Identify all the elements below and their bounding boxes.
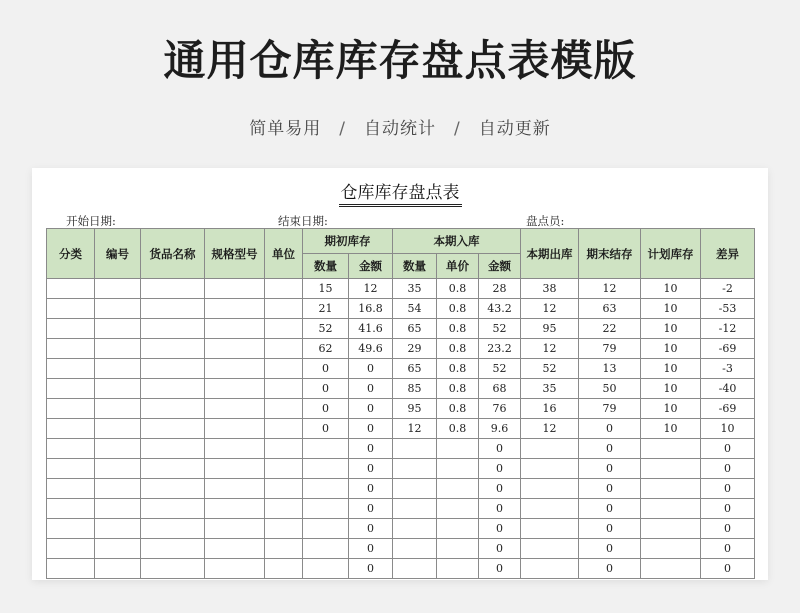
cell-closing[interactable]: 13: [579, 359, 641, 379]
cell-inbound-qty[interactable]: 85: [393, 379, 437, 399]
cell-closing[interactable]: 0: [579, 499, 641, 519]
col-inbound: 本期入库: [393, 229, 521, 254]
cell-outbound[interactable]: 12: [521, 299, 579, 319]
cell-category[interactable]: [47, 399, 95, 419]
inventory-table: [46, 228, 755, 579]
cell-code[interactable]: [95, 499, 141, 519]
table-row: [47, 279, 755, 299]
cell-opening-qty[interactable]: [303, 439, 349, 459]
cell-opening-amount[interactable]: 0: [349, 459, 393, 479]
cell-planned[interactable]: [641, 459, 701, 479]
cell-name[interactable]: [141, 379, 205, 399]
cell-code[interactable]: [95, 379, 141, 399]
cell-opening-amount[interactable]: 0: [349, 499, 393, 519]
cell-closing[interactable]: 50: [579, 379, 641, 399]
cell-closing[interactable]: 0: [579, 419, 641, 439]
cell-closing[interactable]: 63: [579, 299, 641, 319]
cell-inbound-amount[interactable]: 0: [479, 539, 521, 559]
cell-outbound[interactable]: 52: [521, 359, 579, 379]
cell-planned[interactable]: 10: [641, 399, 701, 419]
cell-inbound-qty[interactable]: 12: [393, 419, 437, 439]
cell-opening-qty[interactable]: 0: [303, 379, 349, 399]
feature-tagline: [0, 114, 800, 139]
cell-closing[interactable]: 79: [579, 399, 641, 419]
cell-spec[interactable]: [205, 299, 265, 319]
cell-inbound-price[interactable]: 0.8: [437, 279, 479, 299]
cell-inbound-amount[interactable]: 68: [479, 379, 521, 399]
table-row: [47, 399, 755, 419]
table-row: [47, 479, 755, 499]
cell-opening-qty[interactable]: 0: [303, 359, 349, 379]
cell-inbound-amount[interactable]: 0: [479, 459, 521, 479]
cell-spec[interactable]: [205, 319, 265, 339]
cell-unit[interactable]: [265, 539, 303, 559]
cell-opening-amount[interactable]: 0: [349, 559, 393, 579]
cell-spec[interactable]: [205, 519, 265, 539]
cell-unit[interactable]: [265, 359, 303, 379]
cell-inbound-amount[interactable]: 52: [479, 359, 521, 379]
cell-closing[interactable]: 0: [579, 439, 641, 459]
table-row: [47, 439, 755, 459]
cell-opening-amount[interactable]: 12: [349, 279, 393, 299]
cell-planned[interactable]: 10: [641, 319, 701, 339]
cell-inbound-qty[interactable]: [393, 539, 437, 559]
cell-closing[interactable]: 0: [579, 559, 641, 579]
cell-unit[interactable]: [265, 419, 303, 439]
cell-opening-qty[interactable]: 0: [303, 419, 349, 439]
table-row: [47, 419, 755, 439]
table-row: [47, 539, 755, 559]
feature-easy: 简单易用: [249, 119, 322, 139]
cell-inbound-price[interactable]: [437, 559, 479, 579]
cell-opening-qty[interactable]: 52: [303, 319, 349, 339]
cell-name[interactable]: [141, 559, 205, 579]
cell-inbound-amount[interactable]: 23.2: [479, 339, 521, 359]
cell-name[interactable]: [141, 299, 205, 319]
cell-opening-amount[interactable]: 41.6: [349, 319, 393, 339]
cell-unit[interactable]: [265, 319, 303, 339]
cell-opening-qty[interactable]: 15: [303, 279, 349, 299]
cell-opening-amount[interactable]: 0: [349, 439, 393, 459]
table-row: [47, 519, 755, 539]
cell-outbound[interactable]: [521, 519, 579, 539]
cell-outbound[interactable]: 12: [521, 339, 579, 359]
col-opening-qty: 数量: [303, 254, 349, 279]
col-code: 编号: [95, 229, 141, 279]
cell-unit[interactable]: [265, 439, 303, 459]
cell-diff[interactable]: 0: [701, 439, 755, 459]
spreadsheet-preview: [32, 168, 768, 580]
cell-category[interactable]: [47, 419, 95, 439]
cell-category[interactable]: [47, 379, 95, 399]
cell-inbound-price[interactable]: [437, 459, 479, 479]
cell-opening-amount[interactable]: 0: [349, 419, 393, 439]
cell-opening-amount[interactable]: 0: [349, 359, 393, 379]
cell-inbound-qty[interactable]: 95: [393, 399, 437, 419]
cell-inbound-price[interactable]: [437, 539, 479, 559]
cell-code[interactable]: [95, 419, 141, 439]
cell-code[interactable]: [95, 299, 141, 319]
cell-unit[interactable]: [265, 479, 303, 499]
cell-diff[interactable]: -40: [701, 379, 755, 399]
page-title: 通用仓库库存盘点表模版: [163, 36, 637, 85]
cell-category[interactable]: [47, 539, 95, 559]
cell-inbound-price[interactable]: [437, 439, 479, 459]
cell-planned[interactable]: [641, 499, 701, 519]
cell-diff[interactable]: -3: [701, 359, 755, 379]
cell-inbound-price[interactable]: 0.8: [437, 319, 479, 339]
table-row: [47, 379, 755, 399]
table-row: [47, 559, 755, 579]
cell-inbound-price[interactable]: 0.8: [437, 419, 479, 439]
cell-name[interactable]: [141, 479, 205, 499]
cell-code[interactable]: [95, 319, 141, 339]
cell-unit[interactable]: [265, 459, 303, 479]
cell-opening-qty[interactable]: [303, 499, 349, 519]
cell-inbound-qty[interactable]: [393, 459, 437, 479]
cell-inbound-qty[interactable]: [393, 559, 437, 579]
cell-category[interactable]: [47, 559, 95, 579]
col-opening-amount: 金额: [349, 254, 393, 279]
cell-name[interactable]: [141, 499, 205, 519]
cell-diff[interactable]: 0: [701, 539, 755, 559]
cell-name[interactable]: [141, 319, 205, 339]
cell-outbound[interactable]: 38: [521, 279, 579, 299]
cell-code[interactable]: [95, 399, 141, 419]
cell-category[interactable]: [47, 479, 95, 499]
col-outbound: 本期出库: [521, 229, 579, 279]
col-closing: 期末结存: [579, 229, 641, 279]
cell-diff[interactable]: 0: [701, 499, 755, 519]
cell-name[interactable]: [141, 439, 205, 459]
table-row: [47, 319, 755, 339]
cell-opening-amount[interactable]: 0: [349, 379, 393, 399]
cell-planned[interactable]: 10: [641, 419, 701, 439]
cell-unit[interactable]: [265, 399, 303, 419]
cell-spec[interactable]: [205, 459, 265, 479]
cell-code[interactable]: [95, 359, 141, 379]
cell-inbound-amount[interactable]: 0: [479, 479, 521, 499]
cell-inbound-amount[interactable]: 0: [479, 519, 521, 539]
cell-planned[interactable]: [641, 559, 701, 579]
cell-category[interactable]: [47, 299, 95, 319]
cell-inbound-amount[interactable]: 0: [479, 499, 521, 519]
cell-outbound[interactable]: 16: [521, 399, 579, 419]
cell-spec[interactable]: [205, 379, 265, 399]
cell-inbound-qty[interactable]: 29: [393, 339, 437, 359]
cell-category[interactable]: [47, 439, 95, 459]
cell-inbound-price[interactable]: [437, 479, 479, 499]
cell-outbound[interactable]: [521, 539, 579, 559]
cell-outbound[interactable]: 95: [521, 319, 579, 339]
cell-closing[interactable]: 0: [579, 539, 641, 559]
cell-opening-qty[interactable]: [303, 459, 349, 479]
cell-code[interactable]: [95, 459, 141, 479]
cell-unit[interactable]: [265, 339, 303, 359]
cell-unit[interactable]: [265, 559, 303, 579]
cell-spec[interactable]: [205, 279, 265, 299]
cell-unit[interactable]: [265, 499, 303, 519]
cell-diff[interactable]: 10: [701, 419, 755, 439]
col-category: 分类: [47, 229, 95, 279]
cell-name[interactable]: [141, 419, 205, 439]
cell-closing[interactable]: 12: [579, 279, 641, 299]
cell-category[interactable]: [47, 319, 95, 339]
cell-opening-qty[interactable]: [303, 479, 349, 499]
separator: /: [454, 119, 461, 139]
col-planned: 计划库存: [641, 229, 701, 279]
cell-diff[interactable]: -69: [701, 399, 755, 419]
cell-opening-amount[interactable]: 49.6: [349, 339, 393, 359]
feature-auto-update: 自动更新: [478, 119, 551, 139]
cell-inbound-amount[interactable]: 43.2: [479, 299, 521, 319]
cell-diff[interactable]: 0: [701, 459, 755, 479]
cell-inbound-qty[interactable]: [393, 439, 437, 459]
cell-code[interactable]: [95, 279, 141, 299]
cell-outbound[interactable]: 35: [521, 379, 579, 399]
cell-unit[interactable]: [265, 379, 303, 399]
cell-inbound-price[interactable]: 0.8: [437, 299, 479, 319]
cell-code[interactable]: [95, 439, 141, 459]
cell-code[interactable]: [95, 339, 141, 359]
cell-unit[interactable]: [265, 519, 303, 539]
cell-spec[interactable]: [205, 539, 265, 559]
cell-inbound-amount[interactable]: 52: [479, 319, 521, 339]
cell-name[interactable]: [141, 539, 205, 559]
cell-category[interactable]: [47, 279, 95, 299]
counter-label: 盘点员:: [526, 214, 565, 228]
cell-diff[interactable]: 0: [701, 559, 755, 579]
cell-inbound-amount[interactable]: 76: [479, 399, 521, 419]
cell-unit[interactable]: [265, 279, 303, 299]
cell-inbound-price[interactable]: 0.8: [437, 379, 479, 399]
col-name: 货品名称: [141, 229, 205, 279]
cell-spec[interactable]: [205, 399, 265, 419]
cell-planned[interactable]: [641, 519, 701, 539]
cell-inbound-qty[interactable]: 54: [393, 299, 437, 319]
cell-outbound[interactable]: 12: [521, 419, 579, 439]
cell-planned[interactable]: [641, 479, 701, 499]
cell-opening-amount[interactable]: 0: [349, 479, 393, 499]
cell-inbound-qty[interactable]: 65: [393, 319, 437, 339]
cell-planned[interactable]: [641, 539, 701, 559]
end-date-label: 结束日期:: [278, 214, 328, 228]
cell-category[interactable]: [47, 519, 95, 539]
table-row: [47, 299, 755, 319]
cell-name[interactable]: [141, 339, 205, 359]
cell-category[interactable]: [47, 359, 95, 379]
table-row: [47, 499, 755, 519]
cell-inbound-qty[interactable]: 35: [393, 279, 437, 299]
cell-diff[interactable]: -69: [701, 339, 755, 359]
cell-category[interactable]: [47, 499, 95, 519]
cell-code[interactable]: [95, 539, 141, 559]
cell-planned[interactable]: 10: [641, 339, 701, 359]
cell-name[interactable]: [141, 399, 205, 419]
cell-code[interactable]: [95, 559, 141, 579]
cell-name[interactable]: [141, 459, 205, 479]
cell-inbound-qty[interactable]: [393, 499, 437, 519]
cell-inbound-amount[interactable]: 9.6: [479, 419, 521, 439]
cell-opening-qty[interactable]: 21: [303, 299, 349, 319]
col-inbound-amount: 金额: [479, 254, 521, 279]
cell-outbound[interactable]: [521, 499, 579, 519]
cell-outbound[interactable]: [521, 459, 579, 479]
cell-diff[interactable]: 0: [701, 479, 755, 499]
col-opening: 期初库存: [303, 229, 393, 254]
cell-outbound[interactable]: [521, 559, 579, 579]
cell-code[interactable]: [95, 479, 141, 499]
cell-planned[interactable]: 10: [641, 279, 701, 299]
cell-spec[interactable]: [205, 479, 265, 499]
col-spec: 规格型号: [205, 229, 265, 279]
table-row: [47, 339, 755, 359]
cell-spec[interactable]: [205, 499, 265, 519]
cell-closing[interactable]: 0: [579, 459, 641, 479]
cell-opening-qty[interactable]: 62: [303, 339, 349, 359]
cell-planned[interactable]: [641, 439, 701, 459]
cell-diff[interactable]: -2: [701, 279, 755, 299]
col-unit: 单位: [265, 229, 303, 279]
cell-name[interactable]: [141, 519, 205, 539]
cell-inbound-qty[interactable]: [393, 479, 437, 499]
table-body: [47, 279, 755, 579]
table-row: [47, 459, 755, 479]
cell-name[interactable]: [141, 279, 205, 299]
table-row: [47, 359, 755, 379]
start-date-label: 开始日期:: [66, 214, 116, 228]
cell-outbound[interactable]: [521, 439, 579, 459]
cell-closing[interactable]: 22: [579, 319, 641, 339]
cell-inbound-price[interactable]: [437, 519, 479, 539]
cell-closing[interactable]: 0: [579, 519, 641, 539]
cell-inbound-price[interactable]: 0.8: [437, 359, 479, 379]
cell-spec[interactable]: [205, 439, 265, 459]
cell-opening-amount[interactable]: 0: [349, 539, 393, 559]
cell-closing[interactable]: 0: [579, 479, 641, 499]
sheet-title: 仓库库存盘点表: [32, 178, 768, 203]
cell-spec[interactable]: [205, 559, 265, 579]
cell-closing[interactable]: 79: [579, 339, 641, 359]
cell-outbound[interactable]: [521, 479, 579, 499]
cell-name[interactable]: [141, 359, 205, 379]
feature-auto-stats: 自动统计: [364, 119, 436, 139]
cell-spec[interactable]: [205, 339, 265, 359]
cell-spec[interactable]: [205, 359, 265, 379]
cell-planned[interactable]: 10: [641, 379, 701, 399]
cell-opening-amount[interactable]: 16.8: [349, 299, 393, 319]
separator: /: [339, 119, 346, 139]
cell-inbound-price[interactable]: [437, 499, 479, 519]
cell-opening-qty[interactable]: 0: [303, 399, 349, 419]
col-inbound-price: 单价: [437, 254, 479, 279]
cell-unit[interactable]: [265, 299, 303, 319]
col-inbound-qty: 数量: [393, 254, 437, 279]
cell-opening-qty[interactable]: [303, 519, 349, 539]
cell-planned[interactable]: 10: [641, 359, 701, 379]
cell-category[interactable]: [47, 459, 95, 479]
cell-diff[interactable]: -12: [701, 319, 755, 339]
cell-opening-qty[interactable]: [303, 559, 349, 579]
cell-inbound-qty[interactable]: [393, 519, 437, 539]
cell-inbound-amount[interactable]: 28: [479, 279, 521, 299]
cell-diff[interactable]: -53: [701, 299, 755, 319]
cell-diff[interactable]: 0: [701, 519, 755, 539]
cell-opening-amount[interactable]: 0: [349, 399, 393, 419]
cell-inbound-amount[interactable]: 0: [479, 439, 521, 459]
cell-opening-qty[interactable]: [303, 539, 349, 559]
cell-category[interactable]: [47, 339, 95, 359]
cell-inbound-qty[interactable]: 65: [393, 359, 437, 379]
cell-planned[interactable]: 10: [641, 299, 701, 319]
cell-inbound-price[interactable]: 0.8: [437, 339, 479, 359]
cell-opening-amount[interactable]: 0: [349, 519, 393, 539]
cell-inbound-amount[interactable]: 0: [479, 559, 521, 579]
col-diff: 差异: [701, 229, 755, 279]
cell-inbound-price[interactable]: 0.8: [437, 399, 479, 419]
cell-code[interactable]: [95, 519, 141, 539]
cell-spec[interactable]: [205, 419, 265, 439]
